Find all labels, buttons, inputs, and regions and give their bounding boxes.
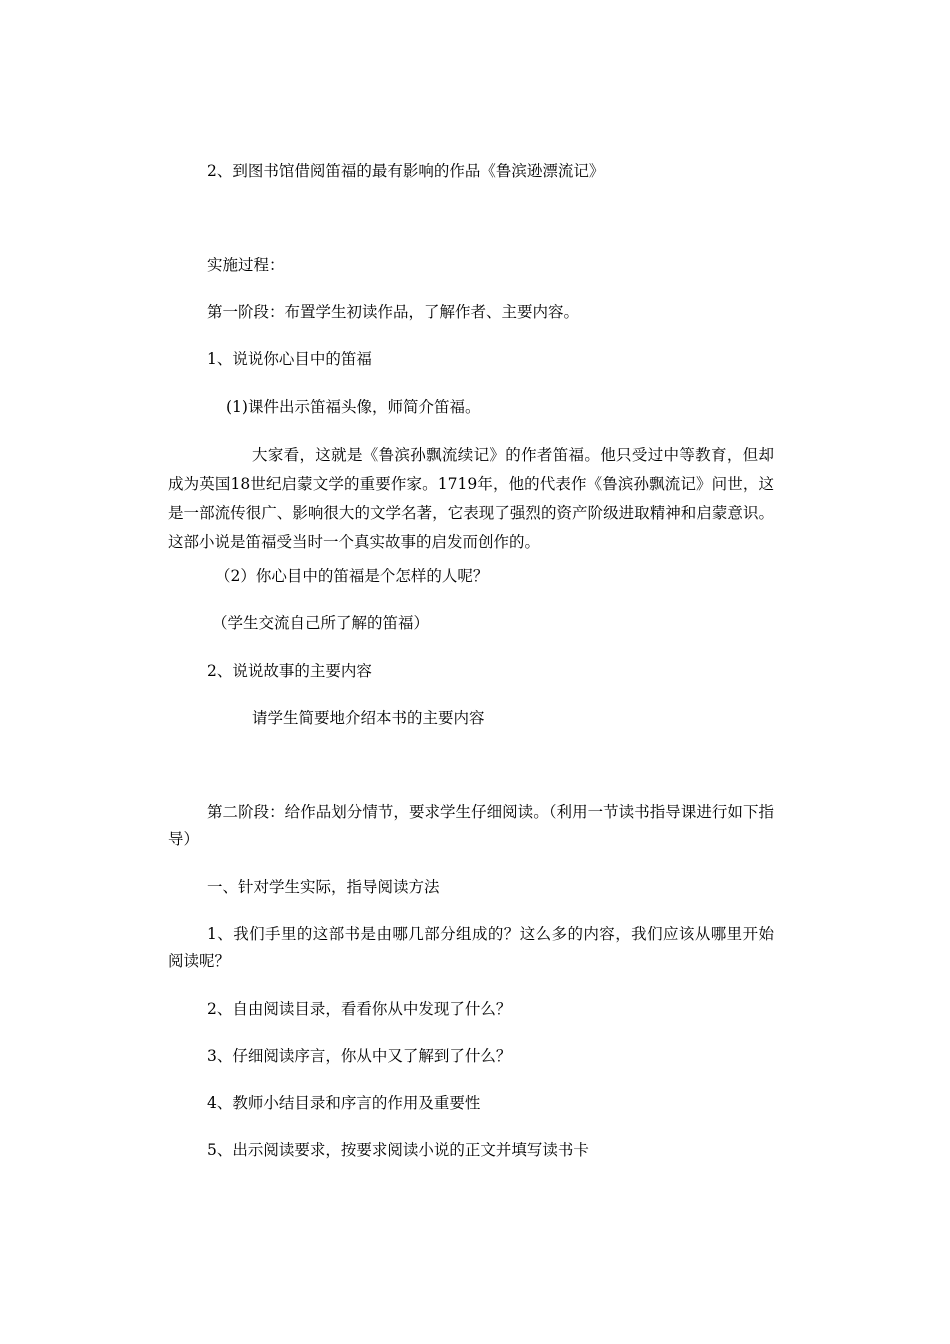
- item-teacher-summary: 4、教师小结目录和序言的作用及重要性: [207, 1094, 481, 1112]
- heading-implementation-process: 实施过程：: [207, 256, 285, 274]
- heading-stage-one: 第一阶段：布置学生初读作品，了解作者、主要内容。: [207, 303, 580, 321]
- item-talk-about-defoe: 1、说说你心目中的笛福: [207, 350, 372, 368]
- item-read-preface: 3、仔细阅读序言，你从中又了解到了什么？: [207, 1047, 512, 1065]
- subitem-courseware-portrait: (1)课件出示笛福头像，师简介笛福。: [226, 398, 481, 416]
- paragraph-borrow-book: 2、到图书馆借阅笛福的最有影响的作品《鲁滨逊漂流记》: [207, 162, 605, 180]
- item-book-parts: 1、我们手里的这部书是由哪几部分组成的？这么多的内容，我们应该从哪里开始阅读呢？: [168, 925, 774, 970]
- paragraph-students-introduce: 请学生简要地介绍本书的主要内容: [252, 709, 485, 727]
- item-read-contents: 2、自由阅读目录，看看你从中发现了什么？: [207, 1000, 512, 1018]
- paragraph-defoe-intro: 大家看，这就是《鲁滨孙飘流续记》的作者笛福。他只受过中等教育，但却成为英国18世纪启蒙文学的重要作家。1719年，他的代表作《鲁滨孙飘流记》问世，这是一部流传很广、影响很大的文学名著，它表现了强烈的资产阶级进取精神和启蒙意识。这部小说是笛福受当时一个真实故事的启发而创作的。: [168, 446, 774, 551]
- subitem-what-kind-of-person: （2）你心目中的笛福是个怎样的人呢？: [215, 567, 489, 585]
- note-student-exchange: （学生交流自己所了解的笛福）: [212, 614, 430, 632]
- heading-stage-two: 第二阶段：给作品划分情节，要求学生仔细阅读。（利用一节读书指导课进行如下指导）: [168, 803, 774, 848]
- item-main-content: 2、说说故事的主要内容: [207, 662, 372, 680]
- item-reading-requirements: 5、出示阅读要求，按要求阅读小说的正文并填写读书卡: [207, 1141, 589, 1159]
- heading-reading-method: 一、针对学生实际，指导阅读方法: [207, 878, 440, 896]
